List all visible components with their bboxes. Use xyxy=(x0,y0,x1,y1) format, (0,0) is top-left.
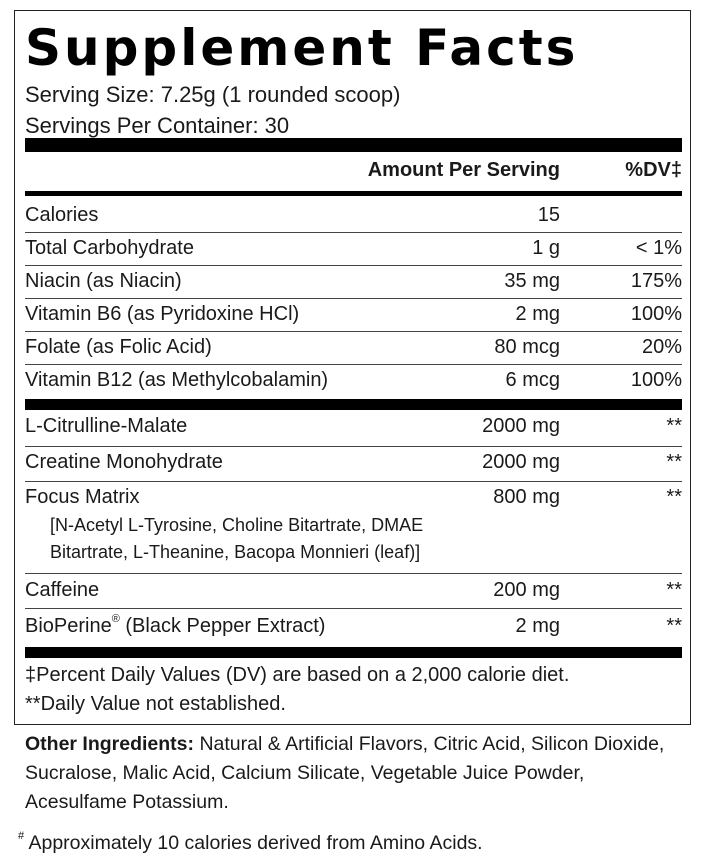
other-ingredients-label: Other Ingredients: xyxy=(25,733,195,755)
dv-not-established-footnote: **Daily Value not established. xyxy=(25,693,286,715)
ingredient-row xyxy=(25,411,682,441)
panel-title: Supplement Facts xyxy=(25,19,579,77)
thick-divider xyxy=(25,647,682,658)
nutrient-row xyxy=(25,200,682,230)
nutrient-name: Total Carbohydrate xyxy=(25,237,194,259)
nutrient-amount: 2 mg xyxy=(515,303,560,325)
nutrient-row xyxy=(25,233,682,263)
nutrient-amount: 80 mcg xyxy=(494,336,560,358)
ingredient-name: L-Citrulline-Malate xyxy=(25,415,188,437)
row-divider xyxy=(25,573,682,574)
nutrient-amount: 35 mg xyxy=(504,270,560,292)
nutrient-row xyxy=(25,266,682,296)
nutrient-amount: 15 xyxy=(537,204,560,226)
calorie-note xyxy=(18,832,483,855)
servings-per-container: Servings Per Container: 30 xyxy=(25,113,290,138)
nutrient-dv: 175% xyxy=(630,270,682,292)
ingredient-name: Caffeine xyxy=(25,579,100,601)
dv-header: %DV‡ xyxy=(625,159,682,181)
other-ingredients-text: Natural & Artificial Flavors, Citric Acid, Silicon Dioxide, Sucralose, Malic Acid, Calcium Silicate, Vegetable Juice Powder, Acesulfame Potassium. xyxy=(25,733,665,813)
note-text: Approximately 10 calories derived from Amino Acids. xyxy=(24,832,483,854)
ingredient-dv: ** xyxy=(666,579,682,601)
nutrient-amount: 6 mcg xyxy=(505,369,560,391)
nutrient-dv: < 1% xyxy=(635,237,682,259)
ingredient-amount: 2000 mg xyxy=(482,451,560,473)
blend-components-line: [N-Acetyl L-Tyrosine, Choline Bitartrate, DMAE xyxy=(50,515,424,535)
nutrient-row xyxy=(25,365,682,395)
ingredient-amount: 2000 mg xyxy=(482,415,560,437)
ingredient-dv: ** xyxy=(666,451,682,473)
ingredient-brand: BioPerine xyxy=(25,615,112,637)
ingredient-amount: 2 mg xyxy=(515,615,560,637)
nutrient-name: Folate (as Folic Acid) xyxy=(25,336,212,358)
ingredient-amount: 200 mg xyxy=(493,579,560,601)
nutrient-dv: 20% xyxy=(641,336,682,358)
ingredient-amount: 800 mg xyxy=(493,486,560,508)
ingredient-dv: ** xyxy=(666,615,682,637)
nutrient-name: Niacin (as Niacin) xyxy=(25,270,182,292)
column-header-row xyxy=(25,155,682,185)
nutrient-dv: 100% xyxy=(630,369,682,391)
amount-header: Amount Per Serving xyxy=(367,159,560,181)
dv-footnote: ‡Percent Daily Values (DV) are based on a 2,000 calorie diet. xyxy=(25,664,570,686)
note-mark: # xyxy=(18,830,25,842)
nutrient-name: Vitamin B12 (as Methylcobalamin) xyxy=(25,369,329,391)
nutrient-row xyxy=(25,332,682,362)
other-ingredients xyxy=(25,730,665,817)
nutrient-name: Vitamin B6 (as Pyridoxine HCl) xyxy=(25,303,300,325)
ingredient-row xyxy=(25,482,682,512)
supplement-facts-panel xyxy=(14,10,691,725)
ingredient-suffix: (Black Pepper Extract) xyxy=(119,615,326,637)
nutrient-dv: 100% xyxy=(630,303,682,325)
ingredient-dv: ** xyxy=(666,486,682,508)
ingredient-row xyxy=(25,447,682,477)
thick-divider xyxy=(25,399,682,410)
nutrient-amount: 1 g xyxy=(532,237,560,259)
ingredient-name xyxy=(25,615,325,638)
nutrient-name: Calories xyxy=(25,204,99,226)
ingredient-name: Focus Matrix xyxy=(25,486,140,508)
blend-components-line: Bitartrate, L-Theanine, Bacopa Monnieri (leaf)] xyxy=(50,542,421,562)
ingredient-row xyxy=(25,611,682,641)
ingredient-name: Creatine Monohydrate xyxy=(25,451,223,473)
serving-size: Serving Size: 7.25g (1 rounded scoop) xyxy=(25,82,401,107)
registered-mark: ® xyxy=(111,613,120,625)
thick-divider xyxy=(25,138,682,152)
ingredient-dv: ** xyxy=(666,415,682,437)
nutrient-row xyxy=(25,299,682,329)
row-divider xyxy=(25,608,682,609)
ingredient-row xyxy=(25,575,682,605)
medium-divider xyxy=(25,191,682,196)
